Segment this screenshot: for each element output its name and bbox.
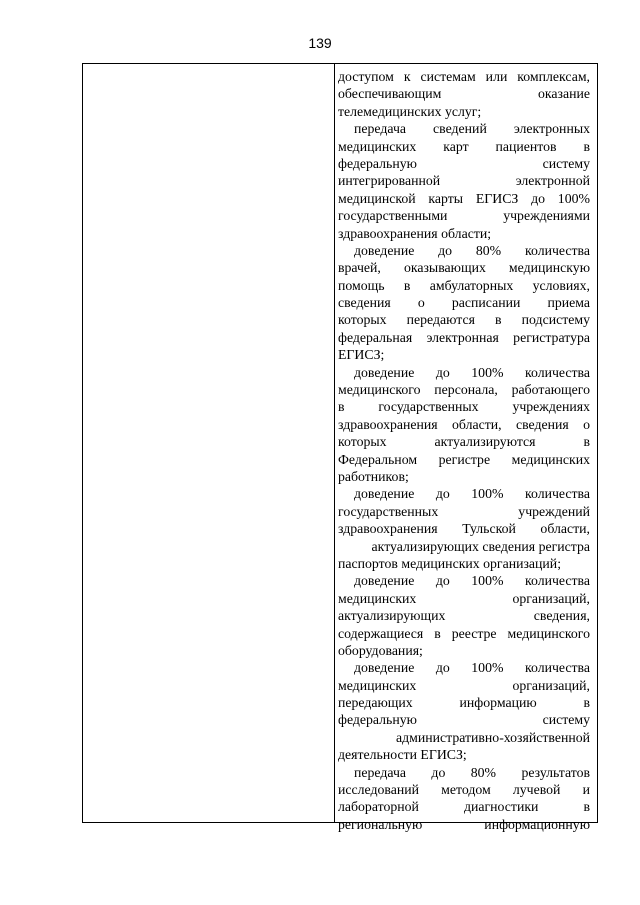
text-line: работников; <box>338 468 409 484</box>
text-line: паспортов медицинских организаций; <box>338 555 562 571</box>
text-line: интегрированной электронной <box>338 173 590 189</box>
text-line: Федеральном регистре медицинских <box>338 451 590 467</box>
text-line: помощь в амбулаторных условиях, <box>338 277 590 293</box>
page-number: 139 <box>308 35 332 51</box>
text-line: медицинских карт пациентов в <box>338 138 590 154</box>
text-line: медицинского персонала, работающего <box>338 382 590 398</box>
text-line: ЕГИСЗ; <box>338 347 385 363</box>
text-line: доведение до 100% количества <box>354 364 590 380</box>
text-line: передающих информацию в <box>338 695 590 711</box>
text-line: деятельности ЕГИСЗ; <box>338 747 467 763</box>
text-line: которых передаются в подсистему <box>338 312 590 328</box>
text-line: доведение до 100% количества <box>354 573 590 589</box>
text-line: государственными учреждениями <box>338 208 590 224</box>
table-cell-right-text <box>335 64 598 832</box>
text-line: актуализирующих сведения регистра <box>371 538 590 554</box>
text-line: врачей, оказывающих медицинскую <box>338 260 590 276</box>
text-line: федеральную систему <box>338 155 590 171</box>
text-line: в государственных учреждениях <box>338 399 590 415</box>
text-line: доведение до 80% количества <box>354 242 590 258</box>
text-line: содержащиеся в реестре медицинского <box>338 625 590 641</box>
text-line: актуализирующих сведения, <box>338 608 590 624</box>
text-line: административно-хозяйственной <box>395 729 590 745</box>
text-line: исследований методом лучевой и <box>338 782 590 798</box>
text-line: телемедицинских услуг; <box>338 103 482 119</box>
text-lines <box>338 68 590 833</box>
table-cell-left-empty <box>83 64 335 822</box>
text-line: медицинской карты ЕГИСЗ до 100% <box>338 190 590 206</box>
text-line: медицинских организаций, <box>338 677 590 693</box>
text-line: доступом к системам или комплексам, <box>338 69 590 84</box>
text-line: медицинских организаций, <box>338 590 590 606</box>
text-line: оборудования; <box>338 642 423 658</box>
text-line: доведение до 100% количества <box>354 486 590 502</box>
text-line: лабораторной диагностики в <box>338 799 590 815</box>
text-line: которых актуализируются в <box>338 434 590 450</box>
text-line: передача до 80% результатов <box>354 764 590 780</box>
text-line: здравоохранения области; <box>338 225 492 241</box>
text-line: здравоохранения области, сведения о <box>338 416 590 432</box>
document-table <box>82 63 598 832</box>
text-line: региональную информационную <box>338 816 590 832</box>
text-line: передача сведений электронных <box>354 121 590 137</box>
text-line: обеспечивающим оказание <box>338 86 590 102</box>
text-line: государственных учреждений <box>338 503 590 519</box>
text-line: доведение до 100% количества <box>354 660 590 676</box>
text-line: федеральная электронная регистратура <box>338 329 590 345</box>
text-line: здравоохранения Тульской области, <box>338 521 590 537</box>
text-line: сведения о расписании приема <box>338 295 590 311</box>
text-line: федеральную систему <box>338 712 590 728</box>
